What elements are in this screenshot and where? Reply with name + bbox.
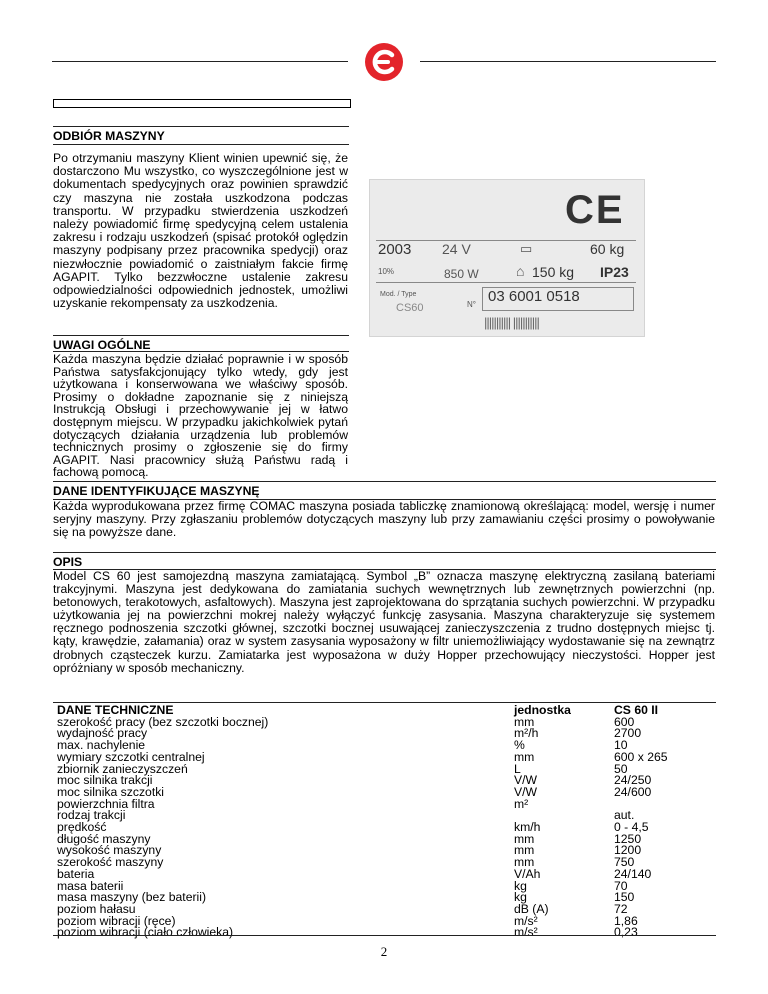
table-row	[57, 892, 704, 904]
spec-value-cell: aut.	[614, 808, 635, 823]
spec-name-cell: szerokość pracy (bez szczotki bocznej)	[57, 714, 269, 729]
plate-weight: 150 kg	[532, 264, 575, 280]
section-body-receipt: Po otrzymaniu maszyny Klient winien upewnić się, że dostarczono Mu wszystko, co wyszczególnione jest w dokumentach spedycyjnych oraz powinien sprawdzić czy maszyna nie została uszkodzona podczas transportu. W przypadku stwierdzenia uszkodzeń należy powiadomić firmę spedycyjną celem ustalenia zakresu i rodzaju uszkodzeń (spisać protokół oględzin maszyny podpisany przez pracownika spedycji) oraz niezwłocznie powiadomić o zaistniałym fakcie firmę AGAPIT. Tylko bezzwłoczne ustalenie zakresu odpowiedzialności odpowiednich jednostek, umożliwi uzyskanie rekompensaty za uszkodzenia.	[53, 151, 348, 311]
plate-year: 2003	[378, 241, 412, 258]
spec-name-cell: max. nachylenie	[57, 738, 146, 753]
spec-unit-cell: kg	[514, 890, 527, 905]
empty-frame	[53, 99, 351, 108]
section-body-description: Model CS 60 jest samojezdną maszyna zamiatającą. Symbol „B” oznacza maszynę elektryczną zasilaną bateriami trakcyjnymi. Maszyna jest dedykowana do zamiatania suchych wewnętrznych lub zewnętrznych powierzchni (np. betonowych, terakotowych, asfaltowych). Maszyna jest zaprojektowana do sprzątania suchych powierzchni. W przypadku użytkowania jej na powierzchni mokrej należy wyłączyć funkcję zasysania. Maszyna charakteryzuje się systemem ręcznego podnoszenia szczotki głównej, szczotki bocznej usuwającej zanieczyszczenia z trudno dostępnych miejsc tj. kąty, krawędzie, załamania) oraz w system zasysania wyposażony w filtr uniemożliwiający wydostawanie się na zewnątrz drobnych cząsteczek kurzu. Zamiatarka jest wyposażona w duży Hopper przechowujący nieczystości. Hopper jest opróżniany w sposób mechaniczny.	[53, 569, 715, 675]
nameplate-image	[369, 179, 645, 337]
spec-unit-cell: kg	[514, 878, 527, 893]
plate-power: 850 W	[444, 267, 479, 281]
plate-rule	[376, 282, 636, 283]
spec-unit-cell: V/Ah	[514, 866, 541, 881]
spec-value-cell: 24/600	[614, 784, 652, 799]
spec-value-cell: 1200	[614, 843, 642, 858]
spec-name-cell: zbiornik zanieczyszczeń	[57, 761, 188, 776]
header-rule-right	[420, 61, 716, 62]
table-row	[57, 717, 704, 729]
table-row	[57, 764, 704, 776]
spec-name-cell: powierzchnia filtra	[57, 796, 155, 811]
table-row	[57, 799, 704, 811]
ce-mark: CE	[565, 188, 625, 232]
battery-icon: ▭	[520, 241, 533, 256]
table-row	[57, 728, 704, 740]
spec-value-cell: 750	[614, 855, 635, 870]
spec-name-cell: rodzaj trakcji	[57, 808, 126, 823]
plate-model-label: Mod. / Type	[380, 291, 417, 298]
section-body-general: Każda maszyna będzie działać poprawnie i w sposób Państwa satysfakcjonujący tylko wtedy, gdy jest użytkowana i konserwowana we właściwy sposób. Prosimy o dokładne zapoznanie się z niniejszą Instrukcją Obsługi i przechowywanie jej w łatwo dostępnym miejscu. W przypadku jakichkolwiek pytań dotyczących działania urządzenia lub problemów technicznych prosimy o zgłoszenie się do firmy AGAPIT. Nasi pracownicy służą Państwu radą i fachową pomocą.	[53, 352, 348, 480]
spec-unit-cell: dB (A)	[514, 901, 549, 916]
section-title-receipt: ODBIÓR MASZYNY	[53, 129, 165, 143]
plate-battery-weight: 60 kg	[590, 241, 625, 257]
spec-name-cell: moc silnika trakcji	[57, 773, 153, 788]
spec-name-cell: masa maszyny (bez baterii)	[57, 890, 207, 905]
spec-value-cell: 10	[614, 738, 628, 753]
plate-model: CS60	[396, 302, 424, 314]
table-row	[57, 857, 704, 869]
plate-ip: IP23	[600, 264, 629, 280]
spec-table	[57, 705, 704, 939]
spec-unit-cell: V/W	[514, 784, 538, 799]
table-row	[57, 810, 704, 822]
spec-name-cell: poziom wibracji (ciało człowieka)	[57, 925, 234, 940]
spec-unit-cell: V/W	[514, 773, 538, 788]
spec-name-cell: poziom hałasu	[57, 901, 136, 916]
spec-value-cell: 70	[614, 878, 628, 893]
spec-value-cell: 24/250	[614, 773, 652, 788]
plate-serial-label: N°	[467, 300, 476, 309]
spec-value-cell: 150	[614, 890, 635, 905]
spec-unit-cell: mm	[514, 843, 535, 858]
spec-name-cell: szerokość maszyny	[57, 855, 164, 870]
spec-value-cell: 600 x 265	[614, 749, 668, 764]
spec-name-cell: poziom wibracji (ręce)	[57, 913, 176, 928]
section-title-description: OPIS	[53, 555, 83, 569]
spec-value-cell: 0 - 4,5	[614, 820, 649, 835]
spec-unit-cell: mm	[514, 855, 535, 870]
section-body-identification: Każda wyprodukowana przez firmę COMAC maszyna posiada tabliczkę znamionową określającą: model, wersję i numer seryjny maszyny. Przy zgłaszaniu problemów dotyczących maszyny lub przy zamawianiu części prosimy o powoływanie się na powyższe dane.	[53, 499, 715, 540]
spec-value-cell: 1250	[614, 831, 642, 846]
barcode: ||||||||||| |||||||||||	[484, 315, 539, 330]
lock-icon: ⌂	[516, 263, 525, 279]
plate-slope: 10%	[378, 267, 395, 276]
section-rule	[53, 481, 716, 482]
comac-logo-icon	[364, 42, 404, 82]
spec-name-cell: wydajność pracy	[57, 726, 148, 741]
spec-name-cell: prędkość	[57, 820, 107, 835]
plate-serial: 03 6001 0518	[488, 288, 580, 305]
section-rule	[53, 335, 349, 336]
plate-voltage: 24 V	[442, 241, 471, 257]
spec-name-cell: moc silnika szczotki	[57, 784, 165, 799]
table-row	[57, 822, 704, 834]
spec-unit-cell: m²	[514, 796, 529, 811]
spec-unit-cell: mm	[514, 749, 535, 764]
spec-value-cell: 0,23	[614, 925, 638, 940]
spec-unit-cell: %	[514, 738, 525, 753]
header-rule-left	[52, 61, 348, 62]
footer-rule	[53, 935, 716, 936]
section-title-identification: DANE IDENTYFIKUJĄCE MASZYNĘ	[53, 484, 260, 498]
spec-value-cell: 2700	[614, 726, 642, 741]
spec-name-cell: bateria	[57, 866, 95, 881]
page-number: 2	[380, 944, 388, 959]
section-rule	[53, 144, 349, 145]
spec-name-cell: wymiary szczotki centralnej	[57, 749, 205, 764]
spec-unit-cell: L	[514, 761, 521, 776]
spec-name-cell: długość maszyny	[57, 831, 151, 846]
table-row	[57, 869, 704, 881]
section-rule	[53, 552, 716, 553]
section-title-general: UWAGI OGÓLNE	[53, 338, 151, 352]
header-cell: jednostka	[514, 703, 571, 717]
spec-unit-cell: mm	[514, 831, 535, 846]
header-cell: DANE TECHNICZNE	[57, 703, 174, 717]
spec-name-cell: masa baterii	[57, 878, 124, 893]
spec-unit-cell: km/h	[514, 820, 541, 835]
spec-unit-cell: m/s²	[514, 925, 538, 940]
spec-value-cell: 72	[614, 901, 628, 916]
spec-value-cell: 50	[614, 761, 628, 776]
spec-unit-cell: m/s²	[514, 913, 538, 928]
spec-value-cell: 1,86	[614, 913, 638, 928]
spec-name-cell: wysokość maszyny	[57, 843, 162, 858]
header-cell: CS 60 II	[614, 703, 659, 717]
spec-unit-cell: mm	[514, 714, 535, 729]
section-rule	[53, 126, 349, 127]
spec-unit-cell: m²/h	[514, 726, 539, 741]
spec-value-cell: 600	[614, 714, 635, 729]
table-row	[57, 927, 704, 939]
spec-value-cell: 24/140	[614, 866, 652, 881]
